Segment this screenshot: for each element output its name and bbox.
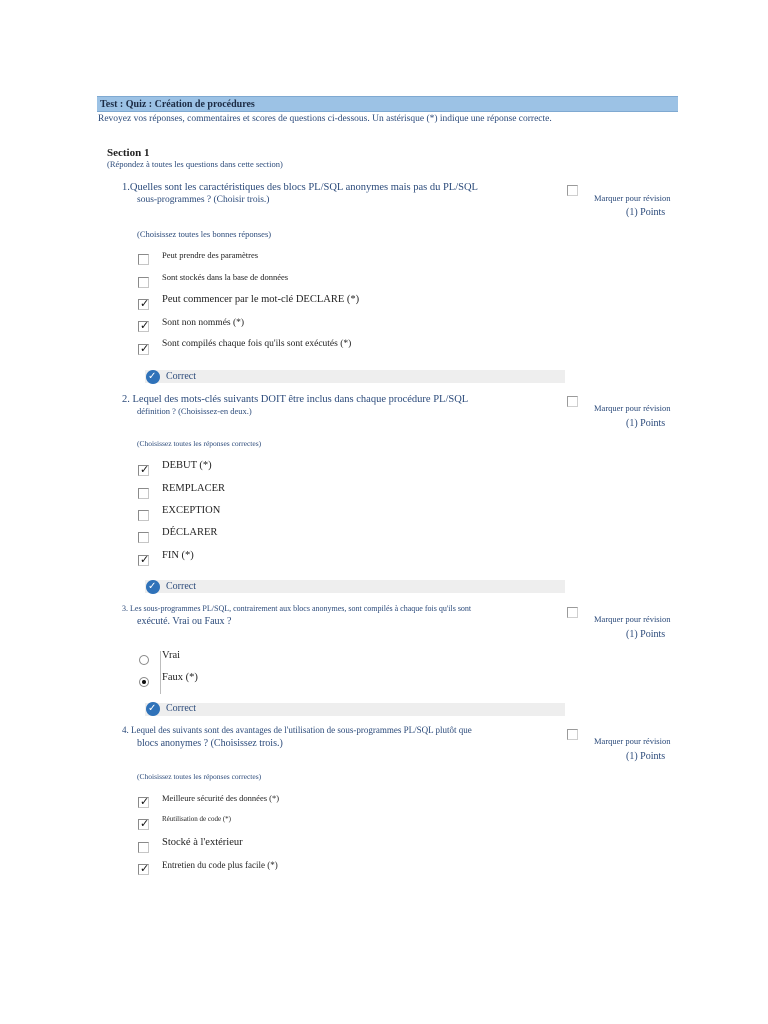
- q1-option-1-label: Peut prendre des paramètres: [162, 250, 259, 260]
- q2-option-2-checkbox[interactable]: [138, 488, 149, 499]
- checkmark-icon: ✓: [140, 463, 150, 476]
- question-1-result-text: Correct: [166, 371, 196, 382]
- q2-option-4-checkbox[interactable]: [138, 532, 149, 543]
- question-1-mark-review-checkbox[interactable]: [567, 185, 578, 196]
- q4-option-3-label: Stocké à l'extérieur: [162, 837, 243, 848]
- question-1-mark-review-label: Marquer pour révision: [594, 193, 671, 203]
- section-subtitle: (Répondez à toutes les questions dans cette section): [107, 159, 283, 169]
- question-2-line2: définition ? (Choisissez-en deux.): [137, 406, 252, 416]
- check-circle-icon: ✓: [146, 370, 160, 384]
- quiz-instructions: Revoyez vos réponses, commentaires et scores de questions ci-dessous. Un astérisque (*) indique une réponse correcte.: [98, 114, 552, 124]
- question-2-result-text: Correct: [166, 581, 196, 592]
- question-3-result-text: Correct: [166, 703, 196, 714]
- question-3-line2: exécuté. Vrai ou Faux ?: [137, 616, 232, 627]
- radio-selected-dot: [142, 680, 146, 684]
- q2-option-3-checkbox[interactable]: [138, 510, 149, 521]
- quiz-title: Test : Quiz : Création de procédures: [100, 99, 255, 110]
- question-2-result-bar: [145, 580, 565, 593]
- question-2-line1: 2. Lequel des mots-clés suivants DOIT être inclus dans chaque procédure PL/SQL: [122, 394, 469, 405]
- question-4-mark-review-label: Marquer pour révision: [594, 736, 671, 746]
- question-2-mark-review-label: Marquer pour révision: [594, 403, 671, 413]
- question-3-text: [122, 602, 471, 628]
- q1-option-3-label: Peut commencer par le mot-clé DECLARE (*): [162, 294, 360, 305]
- question-2-hint: (Choisissez toutes les réponses correctes): [137, 439, 262, 448]
- question-4-line2: blocs anonymes ? (Choisissez trois.): [137, 738, 283, 749]
- question-4-hint: (Choisissez toutes les réponses correctes): [137, 772, 262, 781]
- q2-option-3-label: EXCEPTION: [162, 505, 221, 516]
- q1-option-4-label: Sont non nommés (*): [162, 318, 245, 328]
- checkmark-icon: ✓: [140, 297, 150, 310]
- question-1-line2: sous-programmes ? (Choisir trois.): [137, 195, 270, 205]
- question-2-points: (1) Points: [626, 418, 666, 429]
- question-1-points: (1) Points: [626, 207, 666, 218]
- question-1-result-bar: [145, 370, 565, 383]
- q3-option-1-label: Vrai: [162, 650, 181, 661]
- q4-option-2-label: Réutilisation de code (*): [162, 815, 232, 823]
- checkmark-icon: ✓: [140, 795, 150, 808]
- q1-option-3-checkbox[interactable]: [138, 299, 149, 310]
- question-2-text: [122, 393, 468, 416]
- q2-option-1-checkbox[interactable]: [138, 465, 149, 476]
- q2-option-5-checkbox[interactable]: [138, 555, 149, 566]
- q4-option-4-checkbox[interactable]: [138, 864, 149, 875]
- question-3-result-bar: [145, 703, 565, 716]
- q4-option-1-label: Meilleure sécurité des données (*): [162, 793, 280, 803]
- q2-option-4-label: DÉCLARER: [162, 527, 218, 538]
- checkmark-icon: ✓: [140, 553, 150, 566]
- check-circle-icon: ✓: [146, 580, 160, 594]
- q1-option-2-label: Sont stockés dans la base de données: [162, 272, 289, 282]
- q4-option-2-checkbox[interactable]: [138, 819, 149, 830]
- question-2-mark-review-checkbox[interactable]: [567, 396, 578, 407]
- q1-option-5-label: Sont compilés chaque fois qu'ils sont exécutés (*): [162, 339, 352, 349]
- q2-option-1-label: DEBUT (*): [162, 460, 212, 471]
- q4-option-3-checkbox[interactable]: [138, 842, 149, 853]
- question-4-mark-review-checkbox[interactable]: [567, 729, 578, 740]
- q1-option-5-checkbox[interactable]: [138, 344, 149, 355]
- checkmark-icon: ✓: [140, 319, 150, 332]
- question-3-line1: 3. Les sous-programmes PL/SQL, contrairement aux blocs anonymes, sont compilés à chaque fois qu'ils sont: [122, 604, 472, 613]
- question-3-mark-review-label: Marquer pour révision: [594, 614, 671, 624]
- checkmark-icon: ✓: [140, 817, 150, 830]
- section-title: Section 1: [107, 147, 150, 159]
- q2-option-5-label: FIN (*): [162, 550, 194, 561]
- check-circle-icon: ✓: [146, 702, 160, 716]
- question-3-points: (1) Points: [626, 629, 666, 640]
- q4-option-1-checkbox[interactable]: [138, 797, 149, 808]
- question-4-line1: 4. Lequel des suivants sont des avantages de l'utilisation de sous-programmes PL/SQL plutôt que: [122, 725, 472, 735]
- q1-option-4-checkbox[interactable]: [138, 321, 149, 332]
- question-4-points: (1) Points: [626, 751, 666, 762]
- q1-option-1-checkbox[interactable]: [138, 254, 149, 265]
- radio-group-frame: [160, 651, 161, 694]
- q3-option-2-label: Faux (*): [162, 672, 198, 683]
- question-4-text: [122, 724, 472, 750]
- question-1-hint: (Choisissez toutes les bonnes réponses): [137, 229, 272, 239]
- question-3-mark-review-checkbox[interactable]: [567, 607, 578, 618]
- q4-option-4-label: Entretien du code plus facile (*): [162, 860, 278, 870]
- checkmark-icon: ✓: [140, 862, 150, 875]
- question-1-text: [122, 181, 478, 207]
- q2-option-2-label: REMPLACER: [162, 483, 226, 494]
- checkmark-icon: ✓: [140, 342, 150, 355]
- q3-option-1-radio[interactable]: [139, 655, 149, 665]
- question-1-line1: 1.Quelles sont les caractéristiques des blocs PL/SQL anonymes mais pas du PL/SQL: [122, 182, 478, 193]
- q1-option-2-checkbox[interactable]: [138, 277, 149, 288]
- q3-option-2-radio[interactable]: [139, 677, 149, 687]
